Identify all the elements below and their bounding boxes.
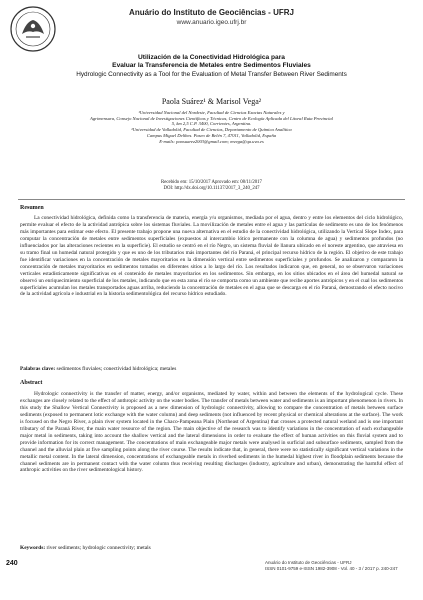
journal-url[interactable]: www.anuario.igeo.ufrj.br [176, 19, 247, 26]
dates-and-doi [0, 180, 423, 192]
footer-journal: Anuário do Instituto de Geociências - UFRJ [265, 560, 352, 565]
affiliation-line: ¹Universidad Nacional del Nordeste, Facultad de Ciencias Exactas Naturales y [138, 110, 285, 115]
doi-link[interactable]: DOI: http://dx.doi.org/10.11137/2017_3_240_247 [163, 186, 260, 191]
affiliation-line: 5, km 2,5 C.P. 3400, Corrientes, Argentina. [171, 121, 252, 127]
keywords-label: Keywords: [20, 545, 46, 551]
received-approved-dates: Recebido em: 15/10/2017 Aprovado em: 08/11/2017 [161, 180, 262, 185]
title-spanish-line-2: Evaluar la Transferencia de Metales entre Sedimentos Fluviales [112, 62, 311, 70]
abstract-text [20, 391, 403, 474]
resumen-text [20, 215, 403, 298]
affiliation-line: Agrimensura, Consejo Nacional de Investigaciones Científicas y Técnicas, Centro de Ecología Aplicada del Litoral Ruta Provincial [90, 115, 333, 121]
keywords-values: river sediments; hydrologic connectivity; metals [46, 545, 151, 551]
article-title-block [20, 54, 403, 80]
journal-name: Anuário do Instituto de Geociências - UFRJ [129, 8, 294, 17]
resumen-paragraph: La conectividad hidrológica, definida como la transferencia de materia, energía y/u organismos, mediada por el agua, dentro y entre los elementos del ciclo hidrológico, permite evaluar el efecto de la actividad antrópica sobre los sistemas fluviales. La movilización de metales entre el agua y las partículas de sedimento es uno de los fenómenos más importantes para estimar este efecto. El presente trabajo propone una nueva alternativa en el estudio de la conectividad hidrológica, utilizando la Vertical Slope Index, para computar la concentración de metales entre sedimentos superficiales (expuestos al intercambio lótico permanente con la columna de agua) y sedimentos profundos (no influenciados por las alteraciones recientes en la superficie). El estudio se centró en el río Negro, un sistema fluvial de llanura ubicado en el noreste argentino, que atraviesa en su tramo final un humedal natural protegido y que es uno de los tributarios más importantes del río Paraná, el principal recurso hídrico de la región. El objetivo de este trabajo fue identificar variaciones en la concentración de metales mayoritarios en la dimensión vertical entre sedimentos superficiales y profundos. Se analizaron y compararon la concentración de metales mayoritarios en sedimentos tomados en diferentes sitios a lo largo del río. Los resultados indicaron que, en general, no se observaron variaciones verticales estadísticamente significativas en el contenido de metales mayoritarios en los sedimentos. Sin embargo, en los sitios ubicados en el área del humedal natural se observó un enriquecimiento superficial de los metales, indicando que en esta zona el río se comporta como un ambiente que recibe aportes antrópicos y en el cual los sedimentos superficiales acumulan los metales transportados aguas arriba, reduciendo la concentración de metales en el agua que se descarga en el río Paraná, demostrando el efecto nocivo de la actividad agrícola e industrial en la historia sedimentológica del recurso hídrico estudiado. [20, 215, 403, 298]
authors: Paola Suárez¹ & Marisol Vega² [161, 97, 262, 106]
resumen-heading: Resumen [20, 205, 44, 211]
affiliations [30, 110, 393, 144]
page-number: 240 [6, 560, 18, 567]
journal-header [0, 8, 423, 26]
keywords-label: Palabras clave: [20, 366, 56, 372]
abstract-heading: Abstract [20, 380, 43, 386]
affiliation-line: Campus Miguel Delibes. Paseo de Belén 7, 47011, Valladolid, España [146, 132, 277, 138]
title-spanish-line-1: Utilización de la Conectividad Hidrológica para [138, 54, 285, 61]
footer-issn: ISSN 0101-9759 e-ISSN 1982-3908 - Vol. 40 - 3 / 2017 p. 240-247 [265, 565, 398, 571]
affiliation-emails[interactable]: E-mails: paosuarez2003@gmail.com; mvega@qa.uva.es [159, 138, 264, 144]
keywords-values: sedimentos fluviales; conectividad hidrológica; metales [56, 366, 177, 372]
divider [18, 199, 405, 200]
title-english: Hydrologic Connectivity as a Tool for the Evaluation of Metal Transfer Between River Sediments [76, 71, 347, 79]
abstract-keywords [20, 545, 403, 552]
resumen-keywords [20, 366, 403, 373]
abstract-paragraph: Hydrologic connectivity is the transfer of matter, energy, and/or organisms, mediated by water, within and between the elements of the hydrological cycle. These exchanges are closely related to the effect of anthropic activity on the water bodies. The transfer of metals between water and sediments is an important phenomenon in rivers. In this study the Shallow Vertical Connectivity is proposed as a new dimension of hydrologic connectivity, allowing to compare the concentration of metals between surface sediments (exposed to permanent lotic exchange with the water column) and deep sediments (not influenced by recent physical or chemical alterations at the surface). The work is focused on the Negro River, a plain river system located in the Chaco-Pampeana Plain (Northeast of Argentina) that crosses a protected natural wetland and is one important tributary of the Paraná River, the main water resource of the region. The main objective of the research was to identify variations in the concentration of each exchangeable major metal in sediments, taking into account the shallow vertical and the lateral dimensions in order to evaluate the effect of human activities on this fluvial system and to provide information for its correct management. The concentrations of main exchangeable major metals were analysed in surficial and subsurface sediments, sampled from the channel and the alluvial plain at five sampling points along the river course. The results indicate that, in general, there were no statistically significant vertical variations in the metallic metal content. In the lateral dimension, concentrations of exchangeable metals in riverbed sediments in the humedal highest river in floodplain sediments because the channel sediments are in permanent contact with the water column thus receiving resulting discharges (industry, agriculture and urban), demonstrating the harmful effect of anthropic activities on the river sedimentological history. [20, 391, 403, 474]
footer-citation [265, 560, 415, 571]
affiliation-line: ²Universidad de Valladolid, Facultad de Ciencias, Departamento de Química Analítica [131, 127, 292, 133]
